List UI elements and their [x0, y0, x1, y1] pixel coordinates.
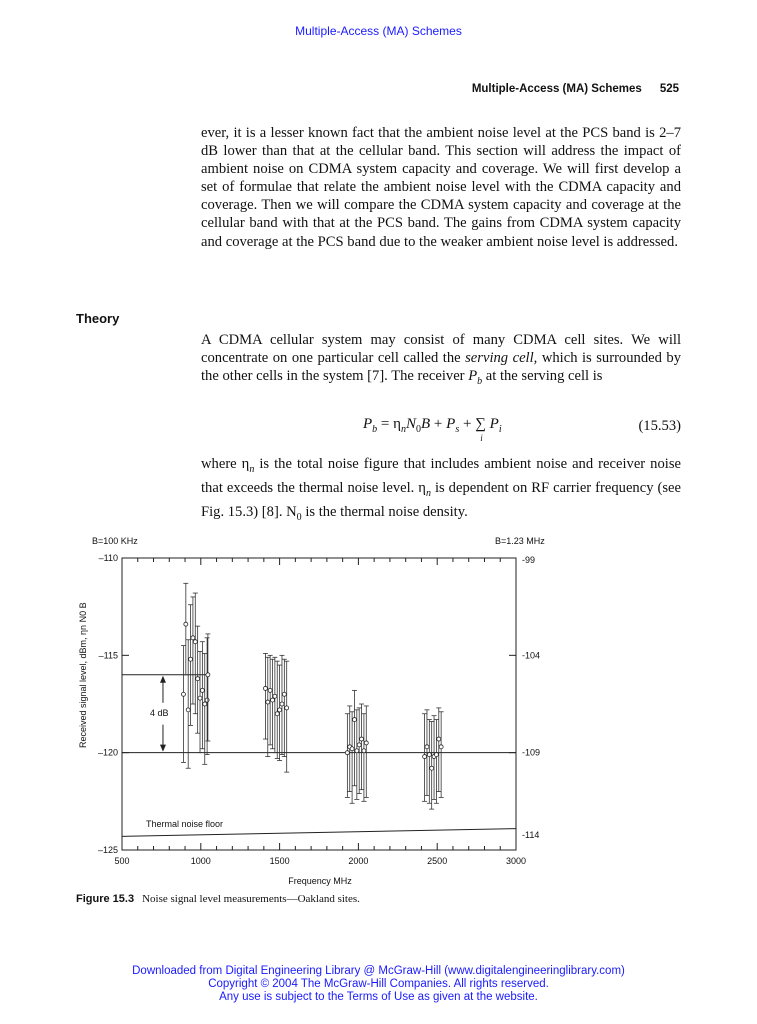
footer: [0, 965, 757, 1004]
data-point: [271, 698, 275, 702]
p2-variable: P: [468, 368, 478, 385]
p3-text-a: where η: [201, 456, 250, 472]
data-point: [280, 702, 284, 706]
p2-text-a: A CDMA cellular system may consist of many CDMA cell sites. We will concentrate on one particular cell called the: [201, 332, 681, 367]
p2-text-b: which is surrounded by the other cells in the system [7]. The receiver: [201, 350, 681, 385]
data-point: [352, 718, 356, 722]
data-point: [189, 657, 193, 661]
data-point: [184, 622, 188, 626]
data-point: [266, 700, 270, 704]
x-tick-label: 500: [114, 856, 130, 866]
noise-level-chart: [0, 530, 757, 890]
top-header-link[interactable]: Multiple-Access (MA) Schemes: [295, 24, 462, 38]
figure-caption: [76, 893, 360, 905]
y-axis-label: Received signal level, dBm, ηn N0 B: [78, 602, 88, 748]
page-number: 525: [659, 83, 679, 95]
data-point: [191, 636, 195, 640]
data-point: [282, 692, 286, 696]
right-tick-label: -109: [522, 747, 541, 758]
plot-frame: [122, 558, 516, 850]
data-point: [425, 745, 429, 749]
data-point: [437, 737, 441, 741]
x-tick-label: 2500: [427, 856, 448, 866]
data-point: [350, 747, 354, 751]
p3-text-c: is dependent on RF carrier frequency (see Fig. 15.3) [8]. N: [201, 480, 681, 520]
x-tick-label: 3000: [505, 856, 527, 866]
data-point: [200, 688, 204, 692]
data-point: [196, 677, 200, 681]
data-point: [206, 673, 210, 677]
y-tick-label: –110: [98, 553, 118, 563]
x-axis-label: Frequency MHz: [288, 876, 352, 886]
footer-line-3: Any use is subject to the Terms of Use as given at the website.: [219, 991, 538, 1003]
equation: [201, 416, 681, 446]
data-point: [275, 712, 279, 716]
data-point: [360, 737, 364, 741]
x-tick-label: 1500: [269, 856, 290, 866]
figure-caption-text: Noise signal level measurements—Oakland sites.: [142, 893, 360, 905]
p2-text-c: at the serving cell is: [482, 368, 603, 385]
x-tick-label: 2000: [348, 856, 369, 866]
data-point: [434, 753, 438, 757]
gap-arrow-head-up: [160, 676, 166, 683]
p3-subscript-n2: n: [425, 487, 431, 499]
paragraph-2: [201, 331, 681, 391]
data-point: [263, 686, 267, 690]
p2-emphasis: serving cell,: [465, 350, 538, 367]
data-point: [427, 753, 431, 757]
data-point: [430, 766, 434, 770]
p3-text-b: is the total noise figure that includes ambient noise and receiver noise that exceeds the thermal noise level. η: [201, 456, 681, 496]
data-point: [345, 751, 349, 755]
p3-subscript-n: n: [249, 463, 255, 475]
section-heading: Theory: [76, 311, 120, 326]
paragraph-3: [201, 455, 681, 527]
x-tick-label: 1000: [190, 856, 211, 866]
y-tick-label: –120: [97, 747, 118, 758]
data-point: [268, 688, 272, 692]
data-point: [198, 696, 202, 700]
right-tick-label: -104: [522, 650, 541, 661]
p3-subscript-0: 0: [296, 511, 302, 523]
figure-label: Figure 15.3: [76, 893, 135, 905]
p2-subscript: b: [477, 376, 483, 388]
running-head: [472, 83, 679, 95]
equation-body: $P_b = \eta_nN_0B + P_s$ + ∑ i $P_i$: [363, 416, 502, 443]
data-point: [362, 749, 366, 753]
bandwidth-left-label: B=100 KHz: [92, 536, 138, 546]
data-point: [423, 755, 427, 759]
data-point: [205, 698, 209, 702]
gap-arrow-head-down: [160, 745, 166, 752]
data-point: [439, 745, 443, 749]
running-title: Multiple-Access (MA) Schemes: [471, 83, 642, 95]
data-point: [193, 640, 197, 644]
data-point: [203, 702, 207, 706]
data-point: [364, 741, 368, 745]
paragraph-1: ever, it is a lesser known fact that the ambient noise level at the PCS band is 2–7 dB lower than that at the cellular band. This section will address the impact of ambient noise on CDMA system capacity and coverage. We will first develop a set of formulae that relate the ambient noise level with the CDMA capacity and coverage. Then we will compare the CDMA system capacity and coverage at the cellular band with that at the PCS band. The gains from CDMA system capacity and coverage at the PCS band due to the weaker ambient noise level is addressed.: [201, 125, 681, 250]
thermal-floor-label: Thermal noise floor: [146, 819, 224, 829]
footer-line-1[interactable]: Downloaded from Digital Engineering Library @ McGraw-Hill (www.digitalengineeringlibrary.com): [132, 965, 625, 977]
data-point: [285, 706, 289, 710]
p3-text-d: is the thermal noise density.: [301, 504, 468, 520]
data-point: [186, 708, 190, 712]
data-point: [181, 692, 185, 696]
gap-label: 4 dB: [150, 708, 169, 718]
data-point: [357, 743, 361, 747]
thermal-noise-floor-line: [122, 829, 516, 837]
y-tick-label: –115: [98, 650, 118, 661]
y-tick-label: –125: [97, 845, 118, 855]
equation-number: (15.53): [638, 418, 681, 434]
right-tick-label: -114: [522, 830, 540, 840]
data-point: [273, 694, 277, 698]
bandwidth-right-label: B=1.23 MHz: [495, 536, 545, 546]
data-point: [278, 708, 282, 712]
data-point: [355, 749, 359, 753]
footer-line-2: Copyright © 2004 The McGraw-Hill Companies. All rights reserved.: [208, 978, 549, 990]
right-tick-label: -99: [522, 555, 536, 565]
